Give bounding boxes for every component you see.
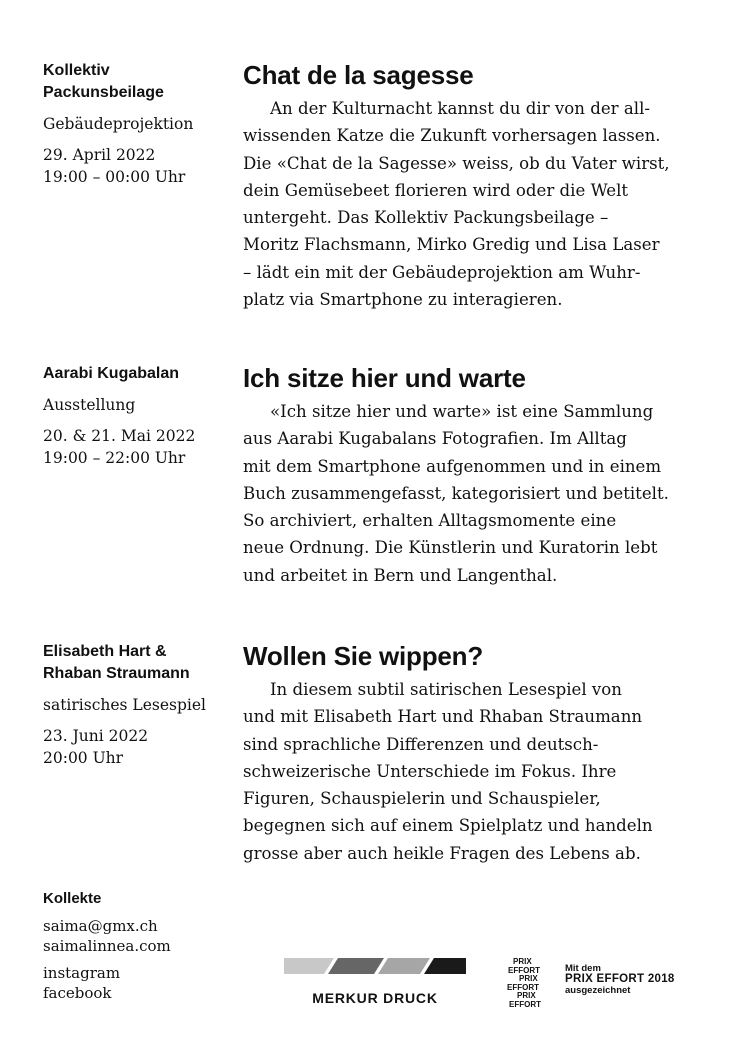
event-kind: Gebäudeprojektion (43, 115, 194, 133)
event-description: An der Kulturnacht kannst du dir von der all- wissenden Katze die Zukunft vorhersagen lassen. Die «Chat de la Sagesse» weiss, ob du Vater wirst, dein Gemüsebeet florieren wird oder die Welt untergeht. Das Kollektiv Packungsbeilage – Moritz Flachsmann, Mirko Gredig und Lisa Laser – lädt ein mit der Gebäudeprojektion am Wuhr- platz via Smartphone zu interagieren. (243, 99, 670, 310)
event-content (243, 363, 703, 589)
event-title: Chat de la sagesse (243, 60, 474, 90)
event-title: Wollen Sie wippen? (243, 641, 484, 671)
event-meta (43, 641, 233, 769)
event-meta (43, 363, 233, 469)
footer-contacts (43, 889, 243, 1003)
event-dates: 23. Juni 2022 20:00 Uhr (43, 727, 149, 767)
event-artist: Elisabeth Hart & Rhaban Straumann (43, 643, 190, 682)
event-dates: 29. April 2022 19:00 – 00:00 Uhr (43, 146, 186, 186)
event-kind: satirisches Lesespiel (43, 696, 206, 714)
prix-effort-award (505, 957, 715, 1009)
facebook-link[interactable]: facebook (43, 983, 112, 1002)
event-artist: Aarabi Kugabalan (43, 365, 180, 382)
event-description: «Ich sitze hier und warte» ist eine Sammlung aus Aarabi Kugabalans Fotografien. Im Alltag mit dem Smartphone aufgenommen und in einem Buch zusammengefasst, kategorisiert und betitelt. So archiviert, erhalten Alltagsmomente eine neue Ordnung. Die Künstlerin und Kuratorin lebt und arbeitet in Bern und Langenthal. (243, 402, 669, 585)
event-dates: 20. & 21. Mai 2022 19:00 – 22:00 Uhr (43, 427, 196, 467)
event-description: In diesem subtil satirischen Lesespiel von und mit Elisabeth Hart und Rhaban Straumann sind sprachliche Differenzen und deutsch- schweizerische Unterschiede im Fokus. Ihre Figuren, Schauspielerin und Schauspieler, begegnen sich auf einem Spielplatz und handeln grosse aber auch heikle Fragen des Lebens ab. (243, 680, 653, 863)
event-artist: Kollektiv Packunsbeilage (43, 62, 164, 101)
merkur-stripes-icon (284, 958, 466, 974)
event-content (243, 641, 703, 867)
event-title: Ich sitze hier und warte (243, 363, 526, 393)
merkur-druck-logo (284, 958, 466, 1006)
contact-links (43, 917, 243, 956)
merkur-wordmark: MERKUR DRUCK (312, 990, 438, 1006)
event-kind: Ausstellung (43, 396, 136, 414)
email-link[interactable]: saima@gmx.ch (43, 917, 158, 935)
social-links (43, 964, 243, 1003)
footer-label: Kollekte (43, 890, 102, 907)
instagram-link[interactable]: instagram (43, 964, 121, 982)
prix-effort-logo: PRIX EFFORT PRIX EFFORT PRIX EFFORT (507, 957, 541, 1009)
prix-effort-caption: Mit dem PRIX EFFORT 2018 ausgezeichnet (565, 963, 675, 996)
event-meta (43, 60, 233, 188)
website-link[interactable]: saimalinnea.com (43, 936, 171, 955)
event-content (243, 60, 703, 313)
